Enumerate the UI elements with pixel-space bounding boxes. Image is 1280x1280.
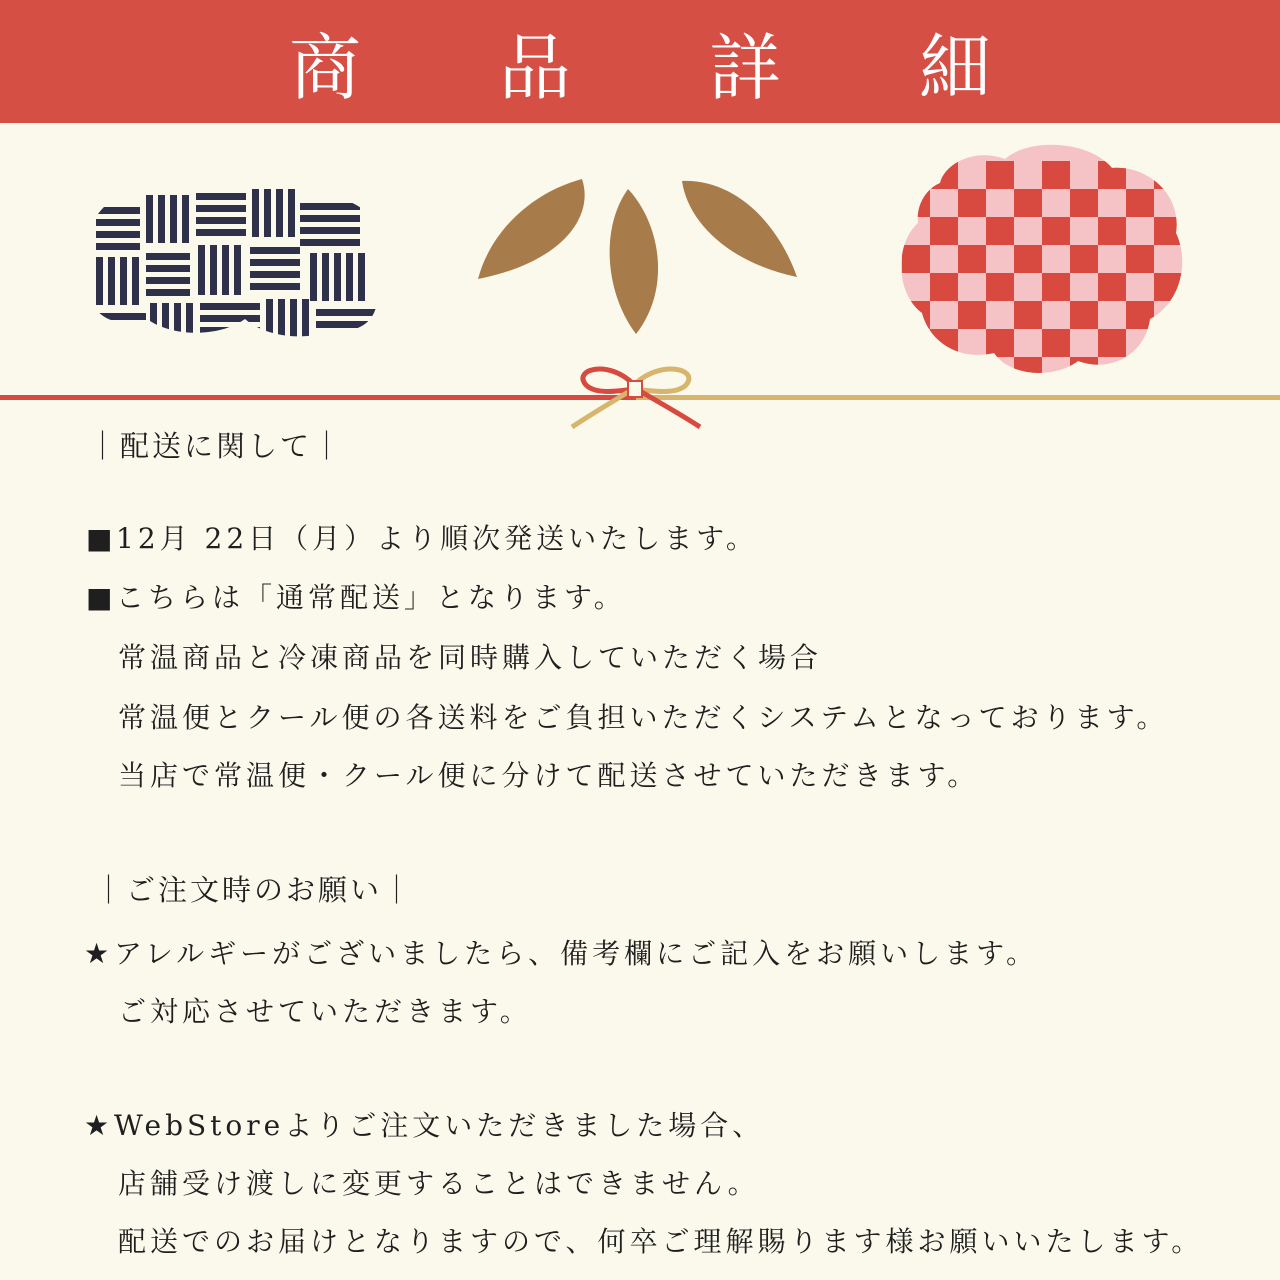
order-note-2-detail-1: 店舗受け渡しに変更することはできません。 bbox=[118, 1167, 760, 1200]
pine-icon bbox=[80, 163, 400, 353]
order-note-1-detail: ご対応させていただきます。 bbox=[118, 995, 532, 1028]
square-bullet-icon: ■ bbox=[86, 522, 117, 555]
shipping-heading: ｜配送に関して｜ bbox=[88, 429, 345, 463]
star-bullet-icon: ★ bbox=[84, 1109, 114, 1142]
page-title: 商品詳細 bbox=[288, 25, 1129, 110]
decor-motifs bbox=[0, 123, 1280, 443]
bamboo-icon bbox=[478, 179, 797, 334]
shipping-detail-1: 常温商品と冷凍商品を同時購入していただく場合 bbox=[118, 641, 823, 674]
order-note-2-detail-2: 配送でのお届けとなりますので、何卒ご理解賜ります様お願いいたします。 bbox=[118, 1225, 1204, 1258]
mizuhiki-knot-icon bbox=[0, 369, 1280, 427]
order-notes-heading: ｜ご注文時のお願い｜ bbox=[94, 873, 415, 907]
star-bullet-icon: ★ bbox=[84, 937, 114, 970]
shipping-bullet-2: ■こちらは「通常配送」となります。 bbox=[86, 581, 626, 614]
shipping-detail-2: 常温便とクール便の各送料をご負担いただくシステムとなっております。 bbox=[118, 701, 1169, 734]
square-bullet-icon: ■ bbox=[86, 581, 117, 614]
shipping-bullet-1: ■12月 22日（月）より順次発送いたします。 bbox=[86, 522, 758, 555]
order-note-2: ★WebStoreよりご注文いただきました場合、 bbox=[84, 1109, 765, 1142]
shipping-detail-3: 当店で常温便・クール便に分けて配送させていただきます。 bbox=[118, 759, 980, 792]
order-note-1: ★アレルギーがございましたら、備考欄にご記入をお願いします。 bbox=[84, 937, 1038, 970]
plum-icon bbox=[890, 133, 1190, 393]
